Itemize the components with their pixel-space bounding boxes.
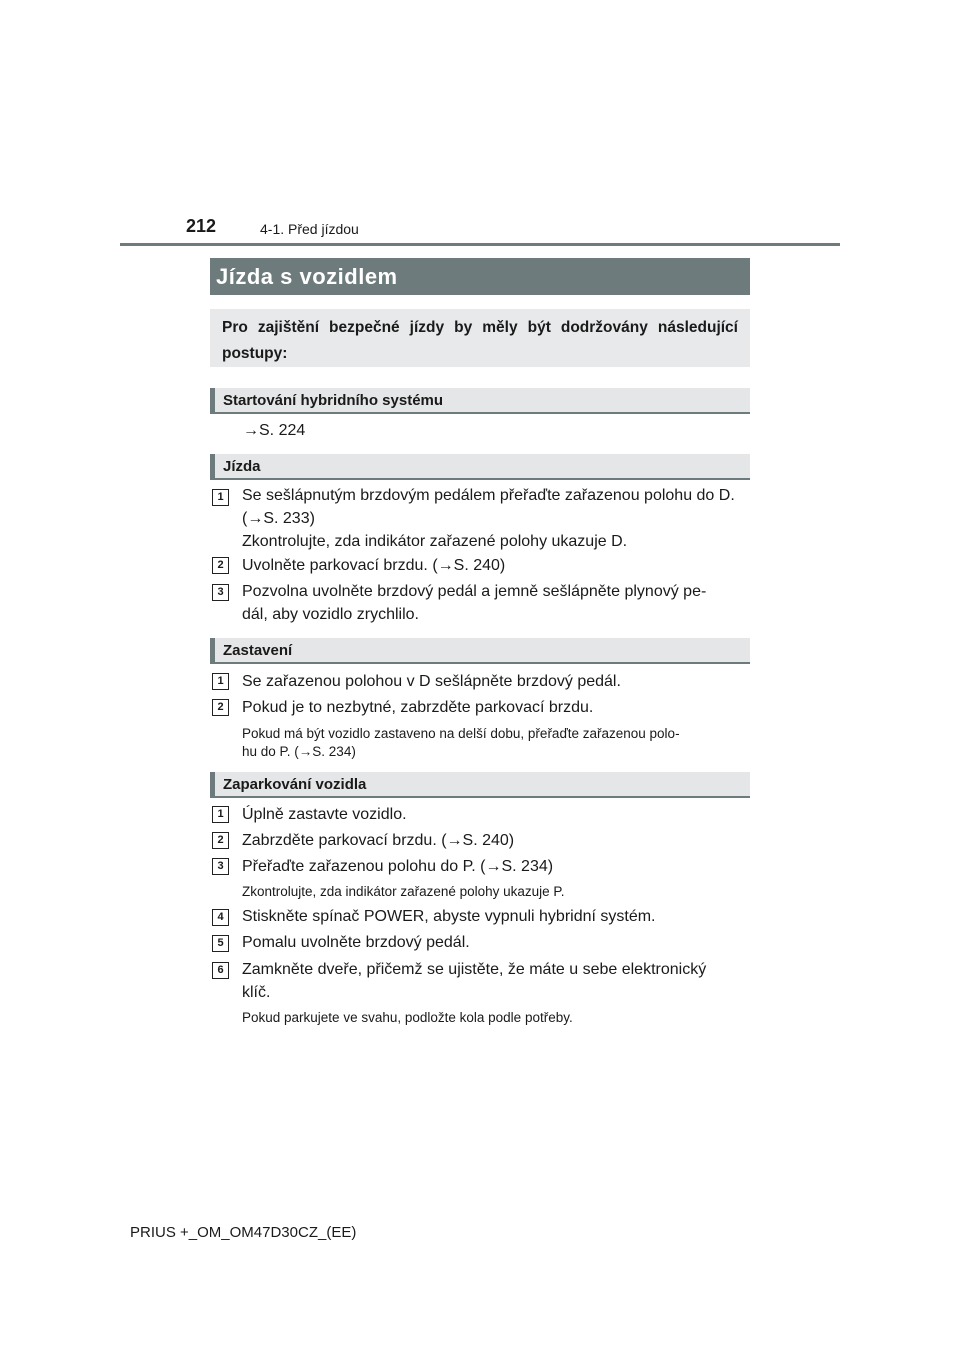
subhead-start: Startování hybridního systému bbox=[210, 388, 750, 414]
page-title: Jízda s vozidlem bbox=[210, 258, 750, 295]
subhead-stopping: Zastavení bbox=[210, 638, 750, 664]
parking-note-step6: Pokud parkujete ve svahu, podložte kola podle potřeby. bbox=[242, 1010, 573, 1025]
step-line: Zamkněte dveře, přičemž se ujistěte, že máte u sebe elektronický bbox=[242, 961, 707, 978]
step-text: Přeřaďte zařazenou polohu do P. (→S. 234) bbox=[242, 858, 554, 875]
intro-box: Pro zajištění bezpečné jízdy by měly být dodržovány následující postupy: bbox=[210, 309, 750, 367]
step-badge: 2 bbox=[212, 557, 229, 574]
stopping-note bbox=[242, 725, 750, 761]
step-line: klíč. bbox=[242, 984, 271, 1001]
step-badge: 1 bbox=[212, 806, 229, 823]
step-badge: 6 bbox=[212, 962, 229, 979]
start-reference[interactable]: →S. 224 bbox=[243, 422, 306, 439]
step-text: Úplně zastavte vozidlo. bbox=[242, 806, 407, 823]
step-text bbox=[242, 580, 750, 626]
step-badge: 3 bbox=[212, 858, 229, 875]
subhead-driving: Jízda bbox=[210, 454, 750, 480]
note-line: hu do P. (→S. 234) bbox=[242, 744, 356, 759]
header-rule bbox=[120, 243, 840, 246]
page-number: 212 bbox=[186, 216, 217, 236]
step-text: Pokud je to nezbytné, zabrzděte parkovací brzdu. bbox=[242, 699, 594, 716]
step-badge: 2 bbox=[212, 699, 229, 716]
step-text bbox=[242, 958, 750, 1004]
step-badge: 3 bbox=[212, 584, 229, 601]
step-badge: 1 bbox=[212, 489, 229, 506]
step-line: Zkontrolujte, zda indikátor zařazené polohy ukazuje D. bbox=[242, 533, 628, 550]
step-text: Se zařazenou polohou v D sešlápněte brzdový pedál. bbox=[242, 673, 621, 690]
step-badge: 2 bbox=[212, 832, 229, 849]
step-text: Stiskněte spínač POWER, abyste vypnuli hybridní systém. bbox=[242, 908, 656, 925]
parking-note-step3: Zkontrolujte, zda indikátor zařazené polohy ukazuje P. bbox=[242, 884, 565, 899]
note-line: Pokud má být vozidlo zastaveno na delší dobu, přeřaďte zařazenou polo- bbox=[242, 726, 680, 741]
step-text bbox=[242, 484, 752, 553]
step-line: dál, aby vozidlo zrychlilo. bbox=[242, 606, 419, 623]
step-line: Pozvolna uvolněte brzdový pedál a jemně sešlápněte plynový pe- bbox=[242, 583, 707, 600]
step-badge: 1 bbox=[212, 673, 229, 690]
subhead-parking: Zaparkování vozidla bbox=[210, 772, 750, 798]
step-text: Pomalu uvolněte brzdový pedál. bbox=[242, 934, 470, 951]
step-line: (→S. 233) bbox=[242, 510, 315, 527]
section-reference: 4-1. Před jízdou bbox=[260, 221, 359, 237]
step-text: Uvolněte parkovací brzdu. (→S. 240) bbox=[242, 557, 506, 574]
step-line: Se sešlápnutým brzdovým pedálem přeřaďte zařazenou polohu do D. bbox=[242, 487, 735, 504]
step-badge: 5 bbox=[212, 935, 229, 952]
step-badge: 4 bbox=[212, 909, 229, 926]
footer-code: PRIUS +_OM_OM47D30CZ_(EE) bbox=[130, 1224, 357, 1241]
step-text: Zabrzděte parkovací brzdu. (→S. 240) bbox=[242, 832, 515, 849]
